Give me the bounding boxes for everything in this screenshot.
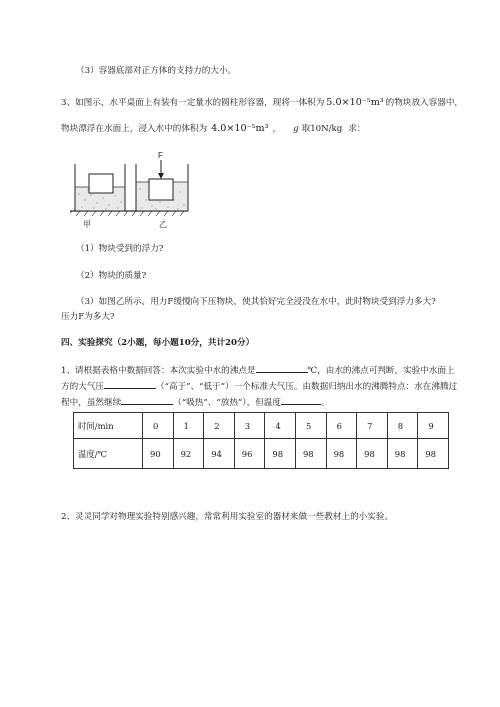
e1-line3-end: 。 xyxy=(320,398,330,408)
table-cell: 98 xyxy=(357,439,388,469)
table-cell: 98 xyxy=(418,439,449,469)
table-cell: 98 xyxy=(326,439,357,469)
table-cell: 96 xyxy=(234,439,265,469)
table-cell: 90 xyxy=(143,439,174,469)
q3-line2-comma: ， xyxy=(272,124,282,134)
q3-sub1: （1）物块受到的浮力? xyxy=(76,244,164,254)
q3-line1-post: 的物块放入容器中， xyxy=(385,98,464,108)
table-cell: 3 xyxy=(234,413,265,439)
e1-line2 xyxy=(61,380,457,392)
q3-sub2: （2）物块的质量? xyxy=(76,271,147,281)
table-cell: 98 xyxy=(387,439,418,469)
q3-volume: 5.0×10⁻⁵m³ xyxy=(326,97,384,108)
table-cell: 4 xyxy=(265,413,296,439)
section4-scoring: （2小题，每小题10分，共计20分） xyxy=(112,338,255,348)
e2-text: 2、灵灵同学对物理实验特别感兴趣，常常利用实验室的器材来做一些教材上的小实验。 xyxy=(61,512,394,522)
container-figure xyxy=(70,148,200,230)
e1-line3-mid: （“吸热”、“放热”），但温度 xyxy=(173,398,281,408)
table-cell: 0 xyxy=(143,413,174,439)
table-cell: 5 xyxy=(295,413,326,439)
force-label: F xyxy=(158,151,163,160)
table-cell: 2 xyxy=(204,413,235,439)
table-row xyxy=(74,413,449,439)
blank-heat[interactable] xyxy=(121,404,173,405)
blank-pressure[interactable] xyxy=(104,388,156,389)
e1-line2-text: 方的大气压 xyxy=(61,382,104,392)
table-cell: 9 xyxy=(418,413,449,439)
data-table xyxy=(73,412,449,469)
table-cell: 94 xyxy=(204,439,235,469)
q3-sub3-line1: （3）如图乙所示，用力F缓慢向下压物块，使其恰好完全浸没在水中，此时物块受到浮力多大? xyxy=(76,297,436,307)
q3-sub3-line2: 压力F为多大? xyxy=(61,312,115,322)
table-header-time: 时间/min xyxy=(74,413,143,439)
figure-label-yi: 乙 xyxy=(159,220,167,229)
table-cell: 7 xyxy=(357,413,388,439)
blank-boiling-point[interactable] xyxy=(256,372,308,373)
q3-immersed-volume: 4.0×10⁻⁵m³ xyxy=(211,123,269,134)
section4-heading xyxy=(61,336,254,348)
e1-line2-tail: （“高于”、“低于”）一个标准大气压。由数据归纳出水的沸腾特点：水在沸腾过 xyxy=(155,382,458,392)
table-cell: 98 xyxy=(295,439,326,469)
table-cell: 8 xyxy=(387,413,418,439)
q3-g-value: 取10N/kg xyxy=(301,124,343,134)
q3-line2-text: 物块漂浮在水面上，浸入水中的体积为 xyxy=(61,124,208,134)
table-cell: 92 xyxy=(173,439,204,469)
table-row xyxy=(74,439,449,469)
e1-line1-tail: ℃，由水的沸点可判断，实验中水面上 xyxy=(307,366,455,376)
q3-line1 xyxy=(61,96,463,108)
q3-line2-post: 求： xyxy=(348,124,366,134)
e1-line1-text: 1、请根据表格中数据回答：本次实验中水的沸点是 xyxy=(61,366,256,376)
figure-label-jia: 甲 xyxy=(83,220,91,229)
section4-title: 四、实验探究 xyxy=(61,338,113,348)
q3-line1-text: 3、如图示，水平桌面上有装有一定量水的圆柱形容器，现将一体积为 xyxy=(61,98,325,108)
table-header-temperature: 温度/℃ xyxy=(74,439,143,469)
table-cell: 6 xyxy=(326,413,357,439)
blank-temperature[interactable] xyxy=(281,404,321,405)
table-cell: 1 xyxy=(173,413,204,439)
q3-g-symbol: g xyxy=(293,124,299,134)
e1-line3-text: 程中，虽然继续 xyxy=(61,398,122,408)
q3-line2 xyxy=(61,122,365,134)
e1-line3 xyxy=(61,396,330,408)
table-cell: 98 xyxy=(265,439,296,469)
q-prev-sub3: （3）容器底部对正方体的支持力的大小。 xyxy=(76,66,237,76)
e1-line1 xyxy=(61,364,455,376)
